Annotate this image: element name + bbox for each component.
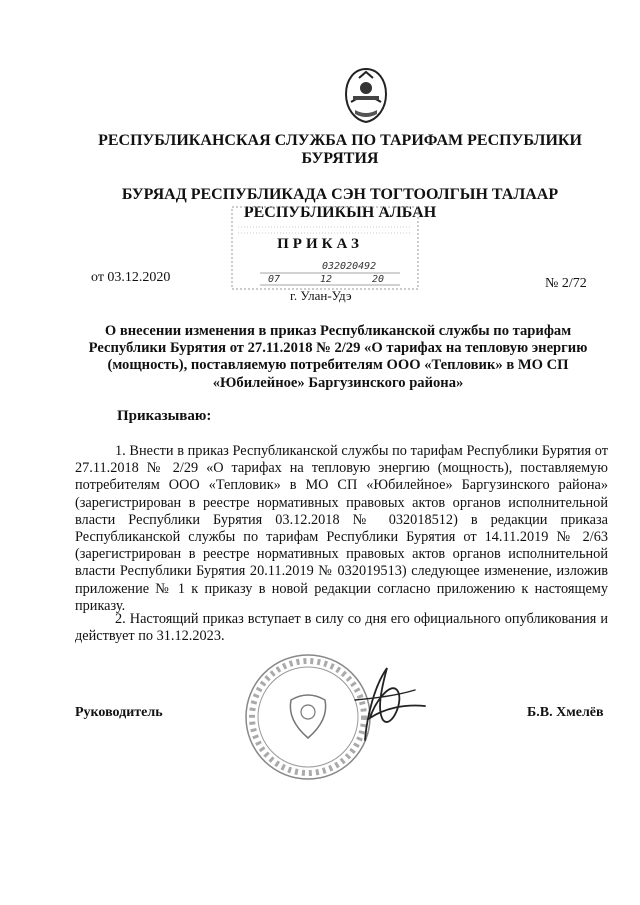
stamp-year: 20	[372, 274, 385, 285]
document-subject: О внесении изменения в приказ Республиканской службы по тарифам Республики Бурятия от 27.11.2018 № 2/29 «О тарифах на тепловую энергию (мощность), поставляемую потребителям ООО «Тепловик» в МО СП «Юбилейное» Баргузинского района»	[88, 323, 588, 391]
paragraph-1: 1. Внести в приказ Республиканской службы по тарифам Республики Бурятия от 27.11.2018 № 2/29 «О тарифах на тепловую энергию (мощность), поставляемую потребителям ООО «Тепловик» в МО СП «Юбилейное» Баргузинского района» (зарегистрирован в реестре нормативных правовых актов органов исполнительной власти Республики Бурятия 03.12.2018 № 032018512) в редакции приказа Республиканской службы по тарифам Республики Бурятия от 14.11.2019 № 2/63 (зарегистрирован в реестре нормативных правовых актов органов исполнительной власти Республики Бурятия 20.11.2019 № 032019513) следующее изменение, изложив приложение № 1 к приказу в новой редакции согласно приложению к настоящему приказу.	[75, 443, 608, 614]
organization-name-buryat: БУРЯАД РЕСПУБЛИКАДА СЭН ТОГТООЛГЫН ТАЛААР РЕСПУБЛИКЫН АЛБАН	[121, 186, 559, 221]
paragraph-2: 2. Настоящий приказ вступает в силу со дня его официального опубликования и действует по 31.12.2023.	[75, 611, 608, 645]
handwritten-signature-icon	[335, 660, 430, 745]
organization-name-russian: РЕСПУБЛИКАНСКАЯ СЛУЖБА ПО ТАРИФАМ РЕСПУБЛИКИ БУРЯТИЯ	[98, 132, 582, 167]
stamp-day: 07	[268, 274, 281, 285]
document-type-title: ПРИКАЗ	[277, 236, 363, 252]
order-word: Приказываю:	[117, 408, 212, 424]
coat-of-arms-icon	[341, 66, 391, 124]
stamp-month: 12	[320, 274, 333, 285]
signatory-name: Б.В. Хмелёв	[527, 705, 604, 720]
document-city: г. Улан-Удэ	[290, 288, 352, 303]
document-number: № 2/72	[545, 276, 587, 291]
stamp-registration-number: 032020492	[322, 261, 377, 272]
document-date: от 03.12.2020	[91, 270, 171, 285]
signatory-position: Руководитель	[75, 705, 163, 720]
